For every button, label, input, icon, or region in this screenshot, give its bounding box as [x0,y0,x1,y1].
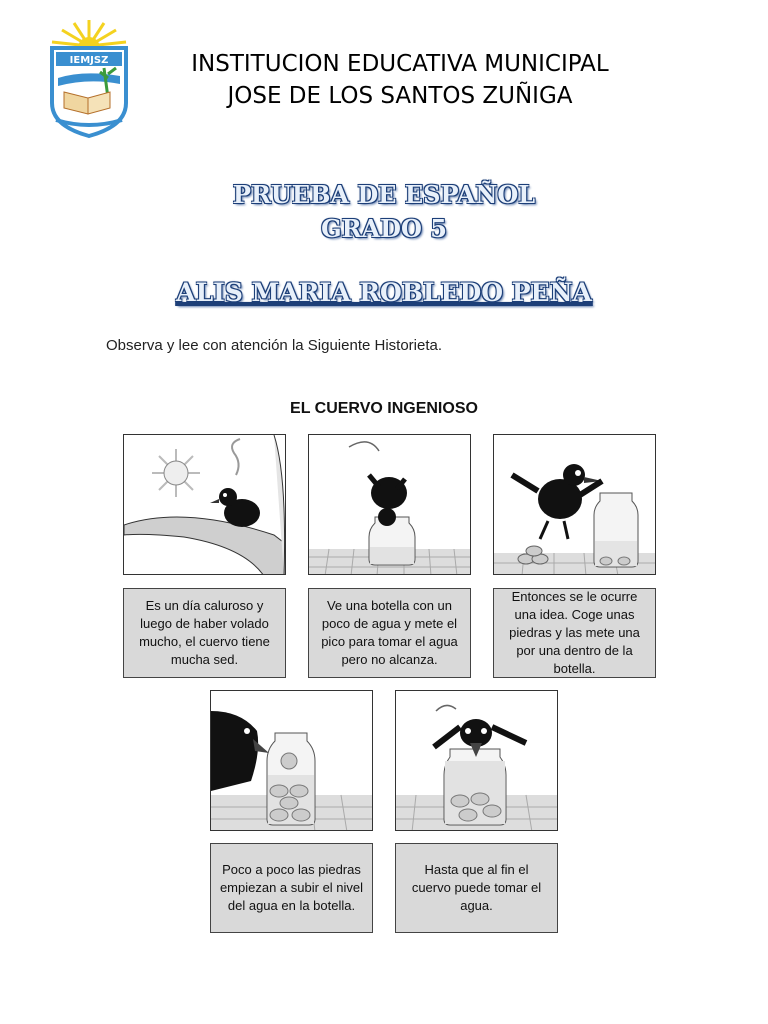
panel-caption-1: Es un día caluroso y luego de haber volado mucho, el cuervo tiene mucha sed. [123,588,286,678]
comic-panel-3 [493,434,656,575]
panel-caption-5: Hasta que al fin el cuervo puede tomar el agua. [395,843,558,933]
panel-caption-4: Poco a poco las piedras empiezan a subir el nivel del agua en la botella. [210,843,373,933]
instruction-text: Observa y lee con atención la Siguiente Historieta. [106,337,443,354]
school-name-line1: INSTITUCION EDUCATIVA MUNICIPAL [191,51,609,77]
school-crest-logo [44,18,134,140]
story-title: EL CUERVO INGENIOSO [290,400,478,417]
grade-title: GRADO 5 [321,214,447,243]
comic-panel-4 [210,690,373,831]
school-name-line2: JOSE DE LOS SANTOS ZUÑIGA [227,83,573,109]
panel-caption-2: Ve una botella con un poco de agua y mete el pico para tomar el agua pero no alcanza. [308,588,471,678]
comic-panel-1 [123,434,286,575]
comic-panel-2 [308,434,471,575]
school-name [140,48,660,112]
author-name: ALIS MARIA ROBLEDO PEÑA [176,278,592,307]
comic-panel-5 [395,690,558,831]
panel-caption-3: Entonces se le ocurre una idea. Coge unas piedras y las mete una por una dentro de la botella. [493,588,656,678]
test-title: PRUEBA DE ESPAÑOL [232,180,536,209]
svg-text:IEMJSZ: IEMJSZ [69,55,109,66]
